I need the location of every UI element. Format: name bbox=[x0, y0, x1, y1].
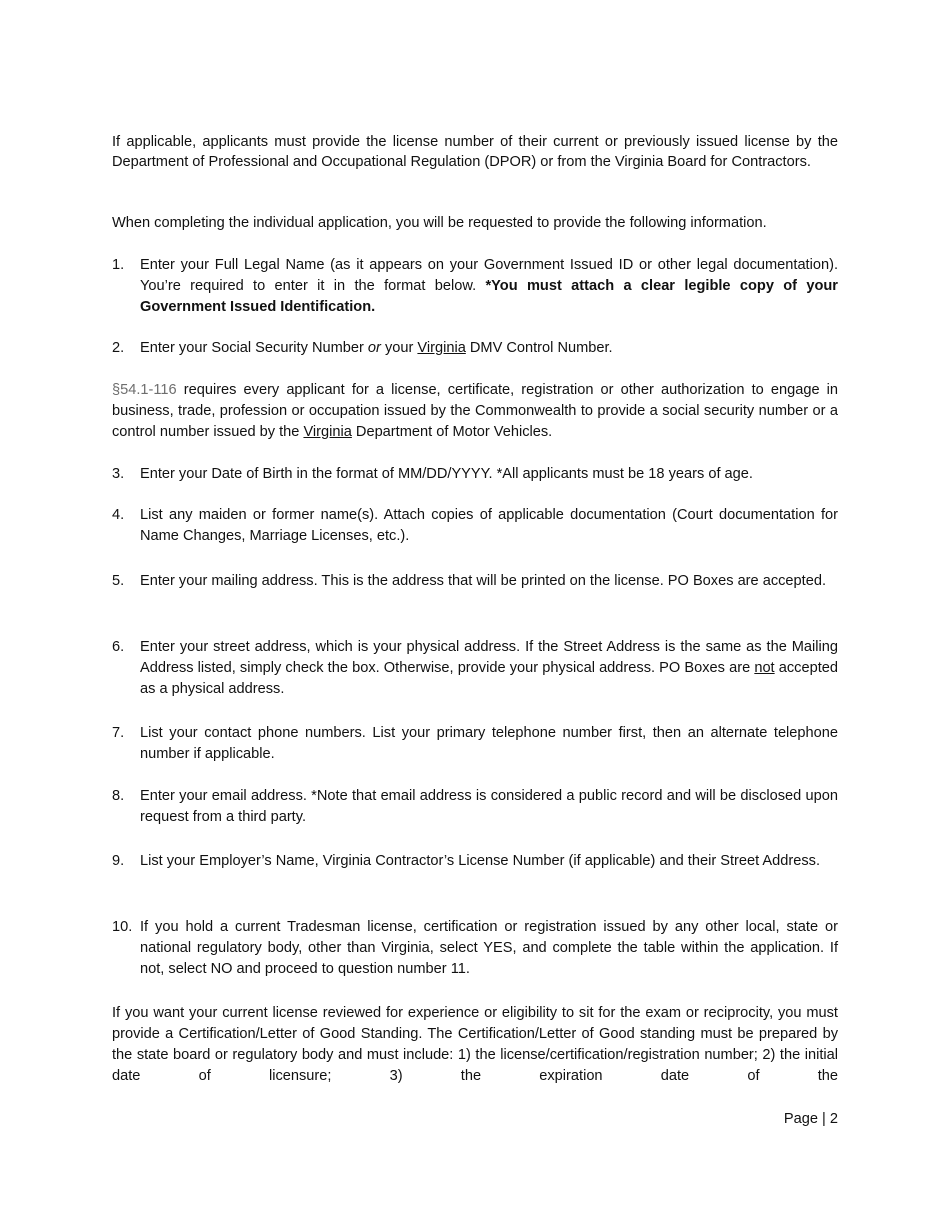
list-item-text: Enter your Social Security Number or your Virginia DMV Control Number. bbox=[140, 340, 613, 356]
list-item-text: Enter your mailing address. This is the address that will be printed on the license. PO Boxes are accepted. bbox=[140, 573, 826, 589]
statute-reference: §54.1-116 bbox=[112, 382, 177, 398]
list-item-10 bbox=[112, 917, 838, 980]
list-item-text: List your Employer’s Name, Virginia Contractor’s License Number (if applicable) and their Street Address. bbox=[140, 853, 821, 869]
bold-requirement: *You must attach a clear legible copy of your Government Issued Identification. bbox=[140, 277, 838, 315]
list-item-text: Enter your email address. *Note that email address is considered a public record and will be disclosed upon request from a third party. bbox=[140, 788, 838, 825]
list-number: 10. bbox=[112, 919, 133, 935]
page-label: Page bbox=[783, 1110, 818, 1127]
list-item-text: List your contact phone numbers. List your primary telephone number first, then an alternate telephone number if applicable. bbox=[140, 725, 838, 762]
list-item-5 bbox=[112, 571, 838, 592]
list-number: 4. bbox=[112, 507, 125, 523]
list-number: 6. bbox=[112, 639, 125, 655]
list-number: 1. bbox=[112, 257, 125, 273]
page-number: 2 bbox=[829, 1110, 838, 1127]
list-item-6 bbox=[112, 637, 838, 700]
closing-paragraph: If you want your current license reviewed for experience or eligibility to sit for the exam or reciprocity, you must provide a Certification/Letter of Good Standing. The Certification/Letter of Good standing must be prepared by the state board or regulatory body and must include: 1) the license/certification/registration number; 2) the initial date of licensure; 3) the expiration date of the bbox=[112, 1005, 838, 1084]
list-item-text: If you hold a current Tradesman license, certification or registration issued by any other local, state or national regulatory body, other than Virginia, select YES, and complete the table within the application. If not, select NO and proceed to question number 11. bbox=[140, 919, 838, 977]
list-item-1 bbox=[112, 255, 838, 318]
underlined-not: not bbox=[754, 659, 775, 676]
page-separator: | bbox=[822, 1110, 826, 1127]
underlined-virginia: Virginia bbox=[303, 423, 352, 440]
emphasis-or: or bbox=[367, 340, 381, 356]
list-item-3 bbox=[112, 464, 838, 485]
list-item-text: List any maiden or former name(s). Attach copies of applicable documentation (Court documentation for Name Changes, Marriage Licenses, etc.). bbox=[140, 507, 838, 544]
page-footer bbox=[784, 1109, 838, 1130]
intro-paragraph-info: When completing the individual application, you will be requested to provide the following information. bbox=[112, 214, 767, 231]
list-number: 3. bbox=[112, 466, 125, 482]
list-number: 8. bbox=[112, 788, 125, 804]
list-item-text: Enter your Full Legal Name (as it appears on your Government Issued ID or other legal documentation). You’re required to enter it in the format below. *You must attach a clear legible copy of your Government Issued Identification. bbox=[140, 257, 838, 315]
list-number: 2. bbox=[112, 340, 125, 356]
list-item-text: Enter your Date of Birth in the format of MM/DD/YYYY. *All applicants must be 18 years of age. bbox=[140, 466, 753, 482]
statute-paragraph: §54.1-116 requires every applicant for a license, certificate, registration or other authorization to engage in business, trade, profession or occupation issued by the Commonwealth to provide a social security number or a control number issued by the Virginia Department of Motor Vehicles. bbox=[112, 382, 838, 440]
list-item-9 bbox=[112, 851, 838, 872]
list-item-2 bbox=[112, 338, 838, 359]
list-number: 7. bbox=[112, 725, 125, 741]
intro-paragraph-license: If applicable, applicants must provide the license number of their current or previously issued license by the Department of Professional and Occupational Regulation (DPOR) or from the Virginia Board for Contractors. bbox=[112, 133, 838, 171]
list-item-8 bbox=[112, 786, 838, 828]
list-number: 9. bbox=[112, 853, 125, 869]
list-item-text: Enter your street address, which is your physical address. If the Street Address is the same as the Mailing Address listed, simply check the box. Otherwise, provide your physical address. PO Boxes are not accepted as a physical address. bbox=[140, 639, 838, 697]
list-number: 5. bbox=[112, 573, 125, 589]
list-item-7 bbox=[112, 723, 838, 765]
list-item-4 bbox=[112, 505, 838, 547]
underlined-virginia: Virginia bbox=[417, 340, 466, 356]
